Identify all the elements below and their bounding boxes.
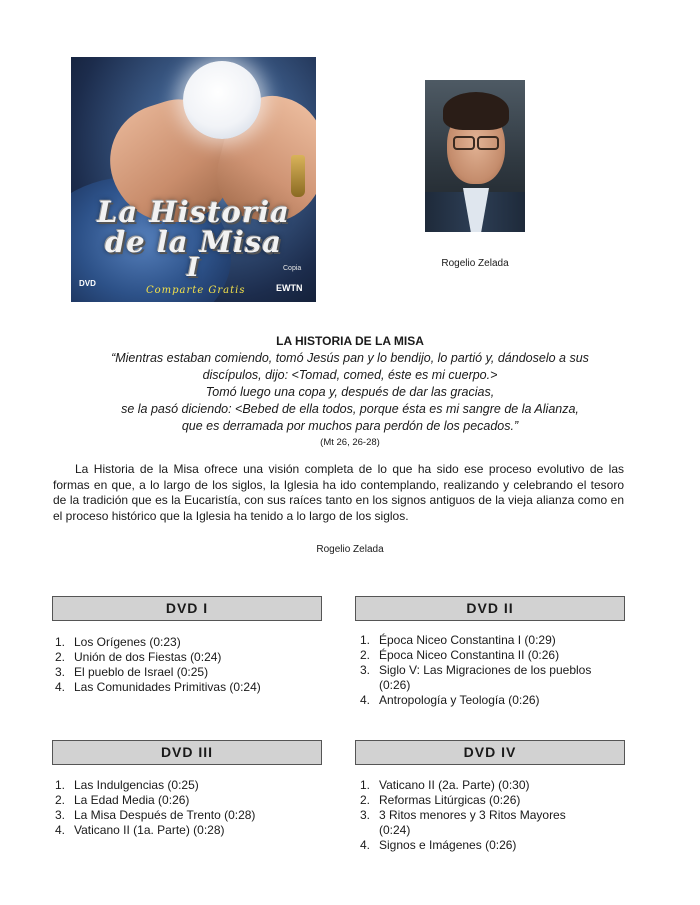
list-item	[55, 778, 323, 793]
list-text: Época Niceo Constantina II (0:26)	[379, 648, 560, 662]
list-text: Época Niceo Constantina I (0:29)	[379, 633, 556, 647]
host-graphic	[183, 61, 261, 139]
list-item	[360, 693, 595, 708]
quote-line: Tomó luego una copa y, después de dar las gracias,	[205, 385, 495, 399]
list-text: Vaticano II (1a. Parte) (0:28)	[74, 823, 225, 837]
dvd-2-list	[360, 633, 595, 708]
list-text: Los Orígenes (0:23)	[74, 635, 181, 649]
document-title: LA HISTORIA DE LA MISA	[276, 334, 424, 348]
list-item	[55, 650, 323, 665]
list-number: 1.	[55, 635, 66, 649]
quote-line: “Mientras estaban comiendo, tomó Jesús pan y lo bendijo, lo partió y, dándoselo a sus	[111, 351, 589, 365]
list-number: 2.	[55, 793, 66, 807]
cover-copia-label: Copia	[283, 265, 302, 272]
list-text: La Edad Media (0:26)	[74, 793, 190, 807]
photo-glasses-left	[453, 136, 475, 150]
list-number: 4.	[360, 693, 371, 707]
list-number: 4.	[55, 823, 66, 837]
list-text: Las Indulgencias (0:25)	[74, 778, 199, 792]
cover-title-line1: La Historia	[97, 195, 290, 229]
list-number: 1.	[55, 778, 66, 792]
description-paragraph: La Historia de la Misa ofrece una visión completa de lo que ha sido ese proceso evolutivo de las formas en que, a lo largo de los siglos, la Iglesia ha ido contemplando, realizando y celebrando el tesoro de la tradición que es la Eucaristía, con sus raíces tanto en los signos antiguos de la vieja alianza como en el proceso histórico que la Iglesia ha tenido a lo largo de los siglos.	[53, 462, 624, 523]
dvd-4-heading: DVD IV	[355, 740, 625, 765]
list-item	[360, 648, 595, 663]
quote-line: que es derramada por muchos para perdón de los pecados.”	[181, 419, 519, 433]
dvd-2-heading: DVD II	[355, 596, 625, 621]
quote-line: se la pasó diciendo: <Bebed de ella todos, porque ésta es mi sangre de la Alianza,	[121, 402, 579, 416]
signature: Rogelio Zelada	[316, 544, 384, 555]
list-text: Signos e Imágenes (0:26)	[379, 838, 517, 852]
cover-ewtn-logo: EWTN	[276, 283, 303, 293]
list-number: 3.	[55, 808, 66, 822]
list-item	[360, 778, 595, 793]
list-text: 3 Ritos menores y 3 Ritos Mayores (0:24)	[379, 808, 566, 837]
cover-dvd-logo: DVD	[79, 279, 96, 288]
list-text: Antropología y Teología (0:26)	[379, 693, 540, 707]
photo-hair	[443, 92, 509, 130]
list-item	[55, 665, 323, 680]
list-text: Siglo V: Las Migraciones de los pueblos (0:26)	[379, 663, 592, 692]
list-text: El pueblo de Israel (0:25)	[74, 665, 209, 679]
list-item	[55, 680, 323, 695]
scripture-quote	[40, 350, 660, 435]
dvd-4-list	[360, 778, 595, 853]
list-number: 2.	[360, 648, 371, 662]
photo-caption: Rogelio Zelada	[441, 258, 509, 269]
list-text: Las Comunidades Primitivas (0:24)	[74, 680, 261, 694]
chalice-icon	[291, 155, 305, 197]
list-item	[360, 838, 595, 853]
photo-glasses-right	[477, 136, 499, 150]
dvd-1-heading: DVD I	[52, 596, 322, 621]
list-item	[360, 808, 595, 838]
cover-comparte-label: Comparte Gratis	[146, 285, 246, 296]
cover-title-line2: de la Misa	[105, 225, 282, 259]
dvd-cover-image	[71, 57, 316, 302]
list-number: 4.	[55, 680, 66, 694]
list-number: 3.	[360, 808, 371, 822]
list-number: 4.	[360, 838, 371, 852]
quote-line: discípulos, dijo: <Tomad, comed, éste es mi cuerpo.>	[202, 368, 498, 382]
list-item	[360, 633, 595, 648]
list-number: 2.	[55, 650, 66, 664]
list-item	[55, 793, 323, 808]
author-photo	[425, 80, 525, 232]
list-text: Unión de dos Fiestas (0:24)	[74, 650, 222, 664]
list-text: La Misa Después de Trento (0:28)	[74, 808, 256, 822]
list-number: 3.	[55, 665, 66, 679]
list-text: Vaticano II (2a. Parte) (0:30)	[379, 778, 530, 792]
cover-title-numeral: I	[186, 253, 201, 283]
dvd-3-list	[55, 778, 323, 838]
dvd-3-heading: DVD III	[52, 740, 322, 765]
list-number: 1.	[360, 778, 371, 792]
list-number: 1.	[360, 633, 371, 647]
quote-reference: (Mt 26, 26-28)	[320, 437, 380, 448]
list-item	[55, 823, 323, 838]
list-text: Reformas Litúrgicas (0:26)	[379, 793, 521, 807]
list-item	[55, 808, 323, 823]
list-number: 2.	[360, 793, 371, 807]
dvd-1-list	[55, 635, 323, 695]
list-number: 3.	[360, 663, 371, 677]
list-item	[360, 793, 595, 808]
list-item	[55, 635, 323, 650]
list-item	[360, 663, 595, 693]
